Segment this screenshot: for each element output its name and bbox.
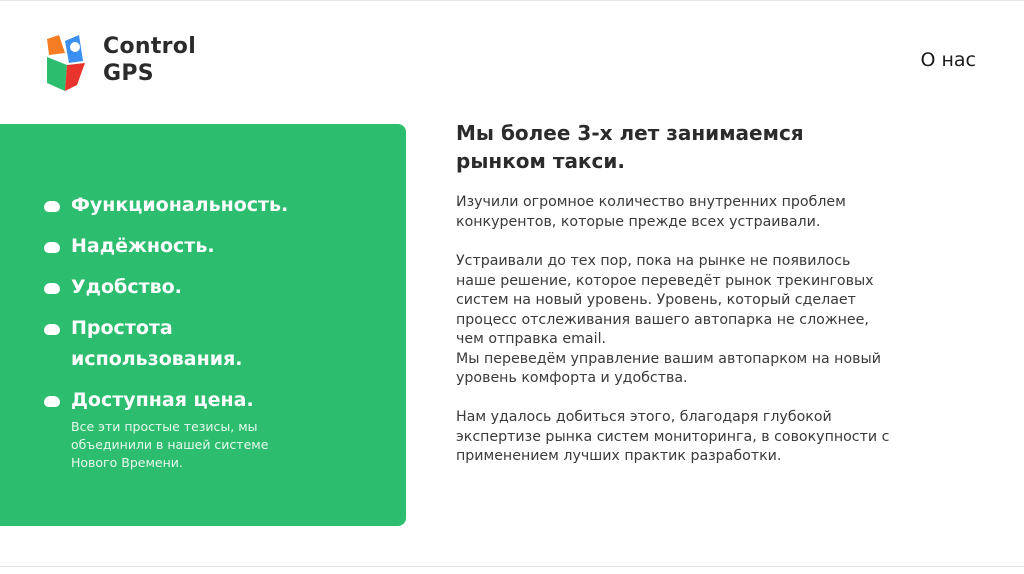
map-pin-logo-icon [45, 33, 97, 93]
paragraph-expertise: Нам удалось добиться этого, благодаря глубокой экспертизе рынка систем мониторинга, в совокупности с применением лучших практик разработки. [456, 409, 890, 464]
feature-label: Удобство. [71, 276, 182, 298]
cloud-bullet-icon [44, 242, 60, 253]
cloud-bullet-icon [44, 324, 60, 335]
cloud-bullet-icon [44, 201, 60, 212]
section-heading: Мы более 3-х лет занимаемся рынком такси. [456, 121, 804, 173]
logo-text-control: Control [103, 34, 197, 59]
panel-note: Все эти простые тезисы, мы объединили в нашей системе Нового Времени. [71, 419, 269, 470]
features-panel [0, 124, 406, 526]
paragraph-solution: Устраивали до тех пор, пока на рынке не появилось наше решение, которое переведёт рынок трекинговых систем на новый уровень. Уровень, который сделает процесс отслеживания вашего автопарка не сложнее, чем отправка email. Мы переведём управление вашим автопарком на новый уровень комфорта и удобства. [456, 253, 881, 386]
feature-item [44, 272, 371, 303]
control-gps-logo[interactable] [45, 33, 225, 93]
feature-item [44, 231, 371, 262]
top-divider [0, 0, 1024, 1]
feature-item [44, 190, 371, 221]
logo-wordmark [103, 33, 196, 87]
feature-label: Доступная цена. [71, 389, 254, 411]
paragraph-intro: Изучили огромное количество внутренних проблем конкурентов, которые прежде всех устраивали. [456, 194, 846, 230]
features-list [44, 190, 371, 426]
feature-label: Надёжность. [71, 235, 215, 257]
nav-about-link[interactable]: О нас [920, 49, 976, 71]
feature-label: Функциональность. [71, 194, 289, 216]
bottom-divider [0, 566, 1024, 567]
feature-label: Простота использования. [71, 317, 243, 370]
cloud-bullet-icon [44, 396, 60, 407]
cloud-bullet-icon [44, 283, 60, 294]
feature-item [44, 385, 371, 416]
feature-item [44, 313, 291, 375]
logo-text-gps: GPS [103, 61, 154, 86]
